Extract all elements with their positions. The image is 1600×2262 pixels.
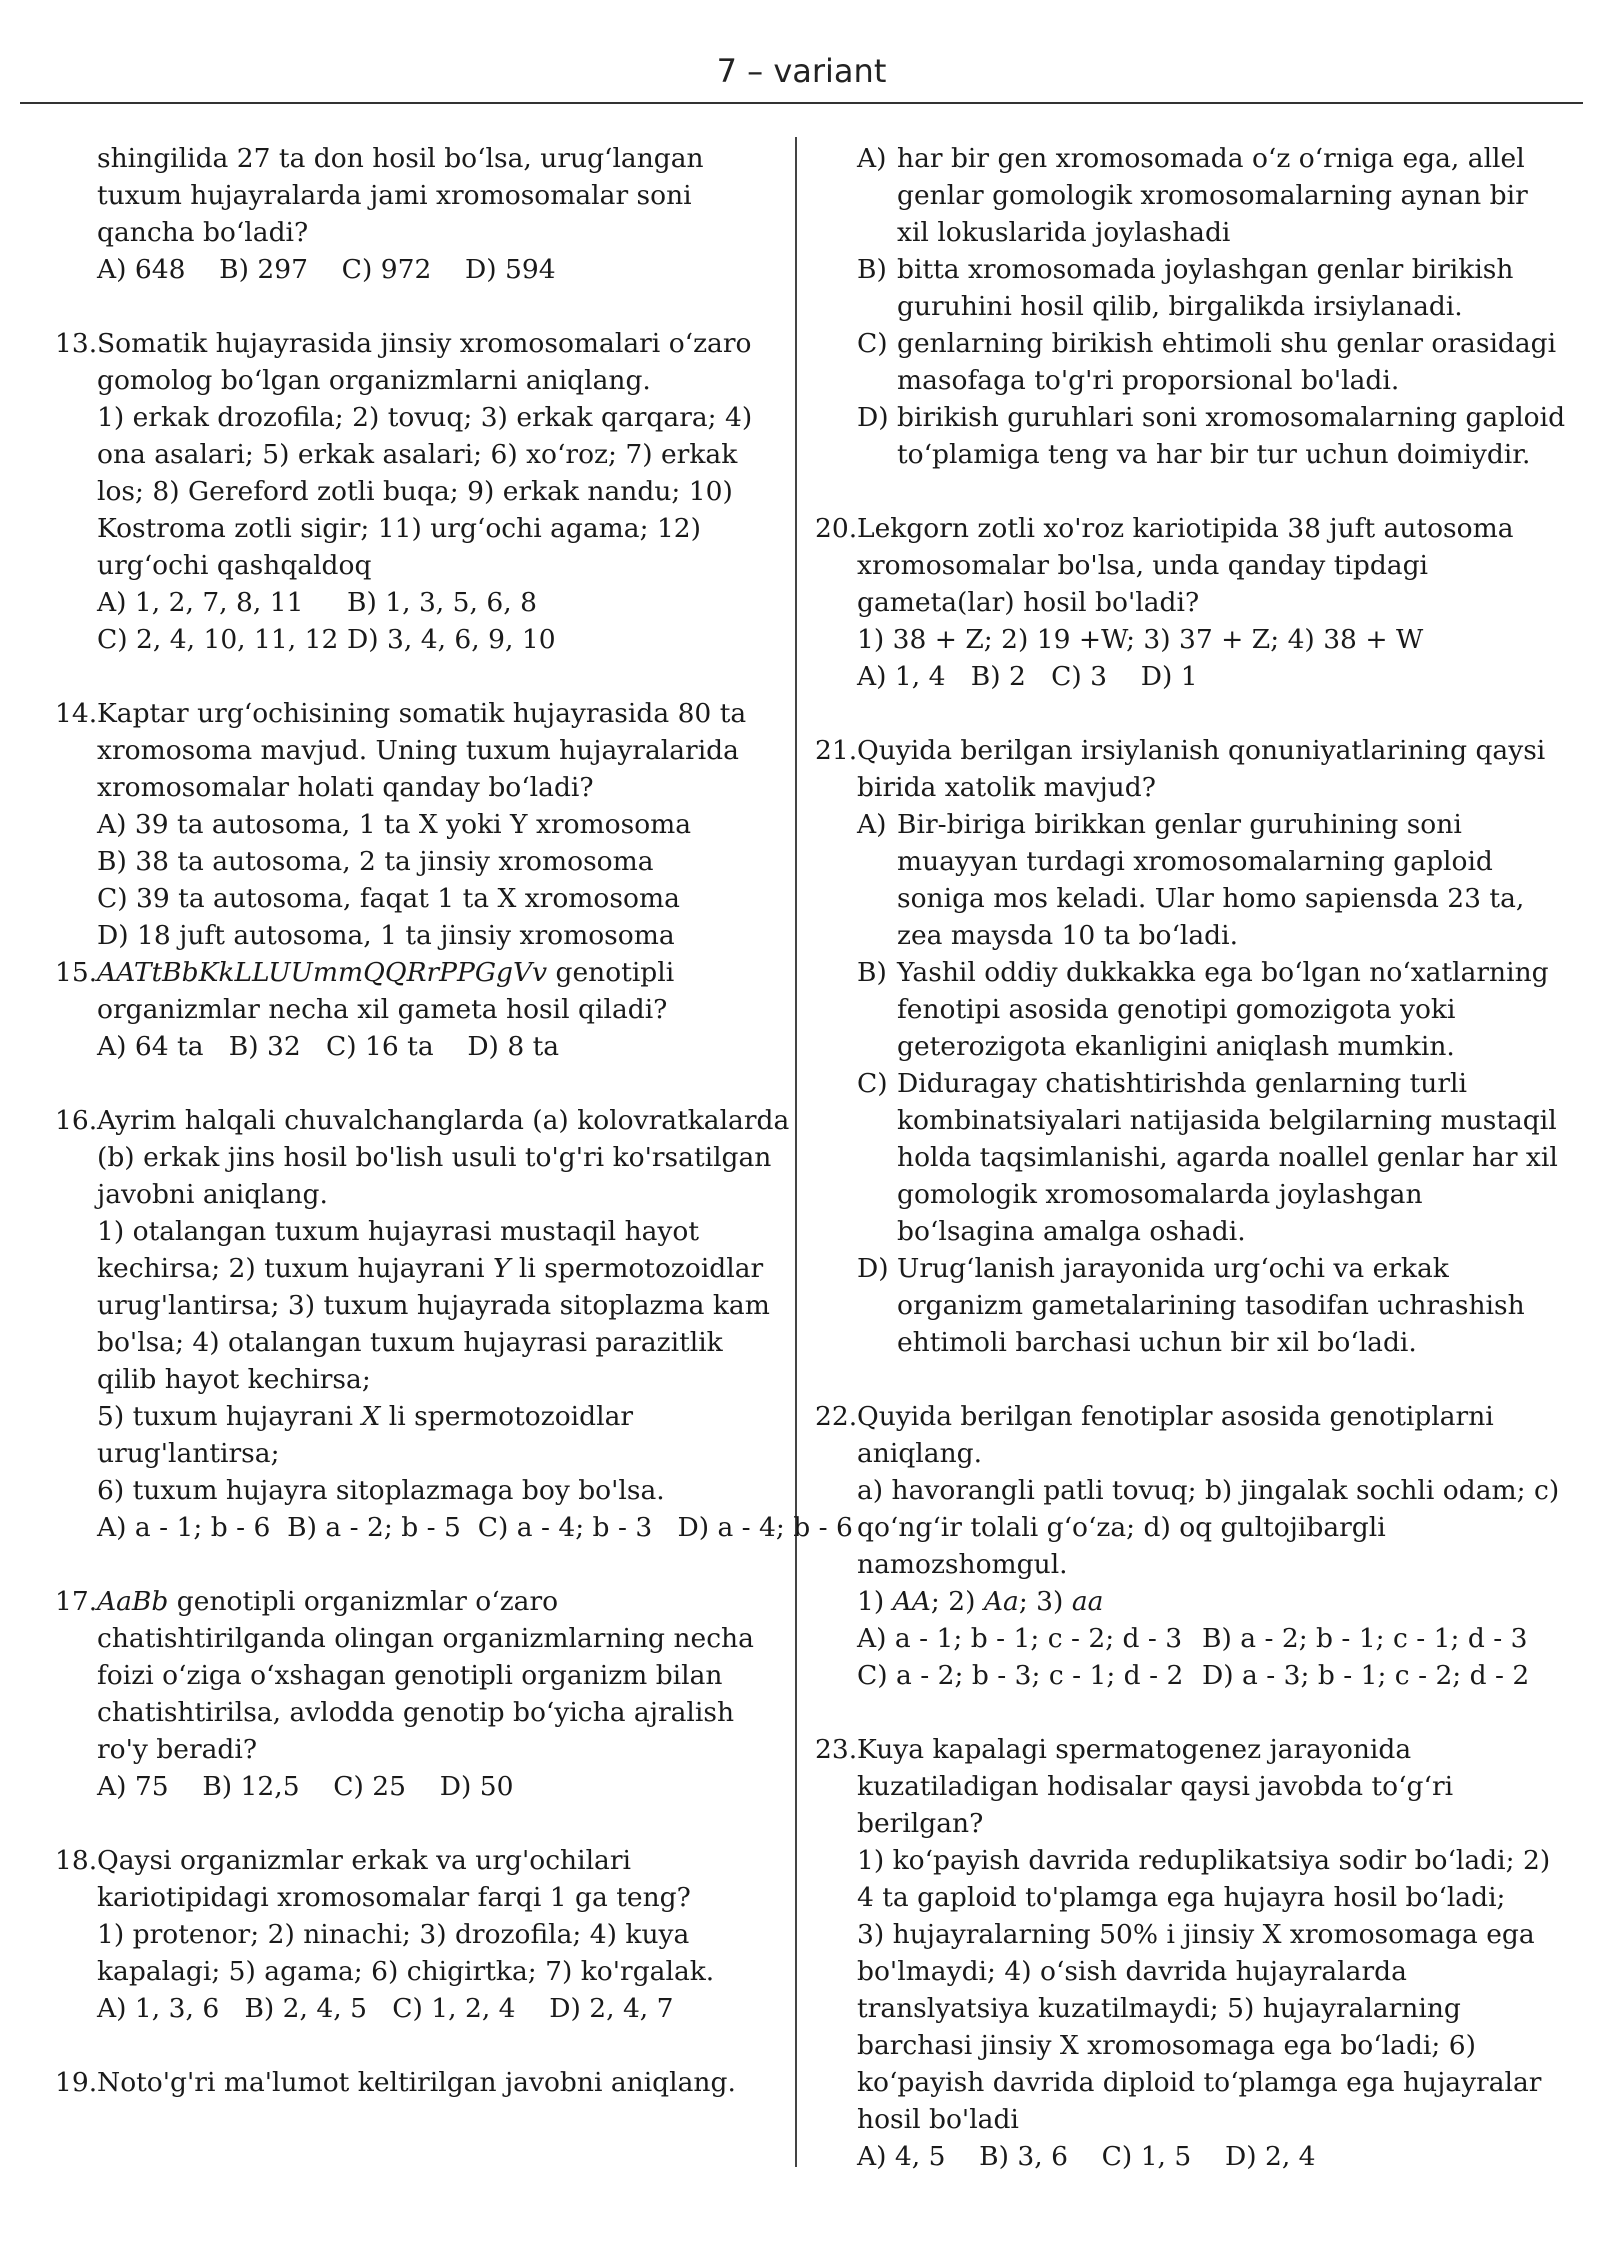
options-line: A) 4, 5 B) 3, 6 C) 1, 5 D) 2, 4: [857, 2141, 1316, 2172]
option-label: D): [857, 402, 889, 433]
option-b: [857, 954, 1567, 1065]
option-b: B) 38 ta autosoma, 2 ta jinsiy xromosoma: [97, 846, 654, 877]
question-list-2: 3) hujayralarning 50% i jinsiy X xromosomaga ega bo'lmaydi; 4) o‘sish davrida hujayralarda translyatsiya kuzatilmaydi; 5) hujayralarning barchasi jinsiy X xromosomaga ega bo‘ladi; 6) ko‘payish davrida diploid to‘plamga ega hujayralar hosil bo'ladi: [857, 1919, 1542, 2135]
variant-title: 7 – variant: [716, 52, 887, 90]
question-text-rest: genotipli organizmlar necha xil gameta hosil qiladi?: [97, 957, 675, 1025]
option-d: [857, 399, 1567, 473]
phenotype-list: a) havorangli patli tovuq; b) jingalak sochli odam; c) qo‘ng‘ir tolali g‘o‘za; d) oq gultojibargli namozshomgul.: [857, 1475, 1560, 1580]
genotype-aa-recessive: aa: [1071, 1586, 1104, 1617]
list-part: li spermotozoidlar urug'lantirsa;: [97, 1401, 634, 1469]
genotype-list: [857, 1583, 1567, 1620]
genotype-aa-dominant: AA: [892, 1586, 931, 1617]
option-a: A) 1, 2, 7, 8, 11: [97, 587, 304, 618]
option-label: B): [857, 254, 887, 285]
question-19: [55, 2064, 790, 2101]
option-label: C): [857, 1068, 888, 1099]
question-text: shingilida 27 ta don hosil bo‘lsa, urug‘langan tuxum hujayralarda jami xromosomalar soni qancha bo‘ladi?: [97, 143, 704, 248]
chromosome-y: Y: [493, 1253, 511, 1284]
options-line: A) 1, 4 B) 2 C) 3 D) 1: [857, 661, 1198, 692]
option-c: C) a - 2; b - 3; c - 1; d - 2: [857, 1660, 1184, 1691]
option-c: C) 2, 4, 10, 11, 12: [97, 624, 339, 655]
option-text: har bir gen xromosomada o‘z o‘rniga ega, allel genlar gomologik xromosomalarning aynan bir xil lokuslarida joylashadi: [897, 143, 1528, 248]
question-number: 20.: [815, 513, 858, 544]
question-text: [97, 1583, 790, 1768]
question-12-continued: [55, 140, 790, 288]
question-number: 16.: [55, 1105, 98, 1136]
right-column: [815, 140, 1567, 2175]
question-21: [815, 732, 1567, 1361]
question-list-5: [97, 1398, 790, 1472]
genotype: AATtBbKkLLUUmmQQRrPPGgVv: [97, 957, 548, 988]
question-number: 22.: [815, 1401, 858, 1432]
option-text: birikish guruhlari soni xromosomalarning gaploid to‘plamiga teng va har bir tur uchun doimiydir.: [897, 402, 1566, 470]
option-d: [857, 1250, 1567, 1361]
column-divider: [795, 137, 797, 2167]
option-a: [857, 806, 1567, 954]
question-number: 17.: [55, 1586, 98, 1617]
options-line: A) 1, 3, 6 B) 2, 4, 5 C) 1, 2, 4 D) 2, 4, 7: [97, 1993, 674, 2024]
question-text-rest: genotipli organizmlar o‘zaro chatishtirilganda olingan organizmlarning necha foizi o‘ziga o‘xshagan genotipli organizm bilan chatishtirilsa, avlodda genotip bo‘yicha ajralish ro'y beradi?: [97, 1586, 754, 1765]
list-part: ; 3): [1018, 1586, 1072, 1617]
option-a: A) a - 1; b - 1; c - 2; d - 3: [857, 1623, 1183, 1654]
question-15: [55, 954, 790, 1065]
question-number: 15.: [55, 957, 98, 988]
answer-options: [857, 2138, 1567, 2175]
question-number: 13.: [55, 328, 98, 359]
question-list: 1) protenor; 2) ninachi; 3) drozofila; 4) kuya kapalagi; 5) agama; 6) chigirtka; 7) ko'rgalak.: [97, 1919, 715, 1987]
question-text: Ayrim halqali chuvalchanglarda (a) kolovratkalarda (b) erkak jins hosil bo'lish usuli to'g'ri ko'rsatilgan javobni aniqlang.: [97, 1105, 790, 1210]
option-c: [857, 1065, 1567, 1250]
answer-options: [857, 658, 1567, 695]
question-list-1: 1) ko‘payish davrida reduplikatsiya sodir bo‘ladi; 2) 4 ta gaploid to'plamga ega hujayra hosil bo‘ladi;: [857, 1845, 1551, 1913]
option-b: [857, 251, 1567, 325]
option-label: A): [857, 143, 887, 174]
question-22: [815, 1398, 1567, 1694]
question-list: 1) 38 + Z; 2) 19 +W; 3) 37 + Z; 4) 38 + W: [857, 624, 1424, 655]
option-text: Urug‘lanish jarayonida urg‘ochi va erkak organizm gametalarining tasodifan uchrashish ehtimoli barchasi uchun bir xil bo‘ladi.: [897, 1253, 1525, 1358]
genotype-heterozygous: Aa: [983, 1586, 1019, 1617]
option-c: [857, 325, 1567, 399]
answer-options: [97, 1990, 790, 2027]
question-number: 14.: [55, 698, 98, 729]
question-18: [55, 1842, 790, 2027]
chromosome-x: X: [361, 1401, 381, 1432]
option-c: C) 39 ta autosoma, faqat 1 ta X xromosoma: [97, 883, 680, 914]
option-a: [857, 140, 1567, 251]
question-number: 23.: [815, 1734, 858, 1765]
question-17: [55, 1583, 790, 1805]
list-part: 1): [857, 1586, 893, 1617]
question-text: Somatik hujayrasida jinsiy xromosomalari o‘zaro gomolog bo‘lgan organizmlarni aniqlang.: [97, 328, 752, 396]
answer-options: [97, 1768, 790, 1805]
question-text: Kaptar urg‘ochisining somatik hujayrasida 80 ta xromosoma mavjud. Uning tuxum hujayralarida xromosomalar holati qanday bo‘ladi?: [97, 698, 747, 803]
answer-options: [97, 251, 790, 288]
option-text: bitta xromosomada joylashgan genlar birikish guruhini hosil qilib, birgalikda irsiylanadi.: [897, 254, 1514, 322]
option-label: A): [857, 809, 887, 840]
question-list: 1) erkak drozofila; 2) tovuq; 3) erkak qarqara; 4) ona asalari; 5) erkak asalari; 6) xo‘roz; 7) erkak los; 8) Gereford zotli buqa; 9) erkak nandu; 10) Kostroma zotli sigir; 11) urg‘ochi agama; 12) urg‘ochi qashqaldoq: [97, 402, 753, 581]
option-b: B) a - 2; b - 1; c - 1; d - 3: [1202, 1623, 1528, 1654]
answer-options: [857, 1620, 1567, 1694]
list-part: ; 2): [930, 1586, 984, 1617]
options-line: A) 648 B) 297 C) 972 D) 594: [97, 254, 556, 285]
options-line: A) a - 1; b - 6 B) a - 2; b - 5 C) a - 4; b - 3 D) a - 4; b - 6: [97, 1512, 853, 1543]
genotype: AaBb: [97, 1586, 169, 1617]
question-number: 21.: [815, 735, 858, 766]
option-d: D) 3, 4, 6, 9, 10: [347, 624, 556, 655]
option-text: Bir-biriga birikkan genlar guruhining soni muayyan turdagi xromosomalarning gaploid soniga mos keladi. Ular homo sapiensda 23 ta, zea maysda 10 ta bo‘ladi.: [897, 809, 1525, 951]
question-13: [55, 325, 790, 658]
question-list-1-4: [97, 1213, 790, 1398]
list-part: 5) tuxum hujayrani: [97, 1401, 362, 1432]
list-part: li spermotozoidlar urug'lantirsa; 3) tuxum hujayrada sitoplazma kam bo'lsa; 4) otalangan tuxum hujayrasi parazitlik qilib hayot kechirsa;: [97, 1253, 770, 1395]
question-20: [815, 510, 1567, 695]
question-number: 18.: [55, 1845, 98, 1876]
question-text: Lekgorn zotli xo'roz kariotipida 38 juft autosoma xromosomalar bo'lsa, unda qanday tipdagi gameta(lar) hosil bo'ladi?: [857, 513, 1514, 618]
option-text: Yashil oddiy dukkakka ega bo‘lgan no‘xatlarning fenotipi asosida genotipi gomozigota yoki geterozigota ekanligini aniqlash mumkin.: [897, 957, 1549, 1062]
option-label: B): [857, 957, 887, 988]
answer-options: [97, 1028, 790, 1065]
list-part: 1) otalangan tuxum hujayrasi mustaqil hayot kechirsa; 2) tuxum hujayrani: [97, 1216, 700, 1284]
question-text: Quyida berilgan fenotiplar asosida genotiplarni aniqlang.: [857, 1401, 1494, 1469]
option-label: D): [857, 1253, 889, 1284]
option-a: A) 39 ta autosoma, 1 ta X yoki Y xromosoma: [97, 809, 692, 840]
question-23: [815, 1731, 1567, 2175]
options-line: A) 75 B) 12,5 C) 25 D) 50: [97, 1771, 514, 1802]
option-d: D) 18 juft autosoma, 1 ta jinsiy xromosoma: [97, 920, 675, 951]
options-line: A) 64 ta B) 32 C) 16 ta D) 8 ta: [97, 1031, 560, 1062]
question-text: [97, 954, 790, 1028]
option-d: D) a - 3; b - 1; c - 2; d - 2: [1202, 1660, 1530, 1691]
page-header: [20, 40, 1583, 104]
option-text: genlarning birikish ehtimoli shu genlar orasidagi masofaga to'g'ri proporsional bo'ladi.: [897, 328, 1557, 396]
option-text: Diduragay chatishtirishda genlarning turli kombinatsiyalari natijasida belgilarning mustaqil holda taqsimlanishi, agarda noallel genlar har xil gomologik xromosomalarda joylashgan bo‘lsagina amalga oshadi.: [897, 1068, 1558, 1247]
question-number: 19.: [55, 2067, 98, 2098]
question-19-options: [815, 140, 1567, 473]
option-label: C): [857, 328, 888, 359]
question-14: [55, 695, 790, 954]
question-text: Qaysi organizmlar erkak va urg'ochilari kariotipidagi xromosomalar farqi 1 ga teng?: [97, 1845, 691, 1913]
answer-options: [97, 1509, 853, 1546]
answer-options: [97, 584, 790, 658]
option-b: B) 1, 3, 5, 6, 8: [347, 587, 537, 618]
question-text: Noto'g'ri ma'lumot keltirilgan javobni aniqlang.: [97, 2067, 736, 2098]
question-text: Quyida berilgan irsiylanish qonuniyatlarining qaysi birida xatolik mavjud?: [857, 735, 1546, 803]
question-list-6: 6) tuxum hujayra sitoplazmaga boy bo'lsa.: [97, 1475, 665, 1506]
question-text: Kuya kapalagi spermatogenez jarayonida kuzatiladigan hodisalar qaysi javobda to‘g‘ri berilgan?: [857, 1734, 1454, 1839]
